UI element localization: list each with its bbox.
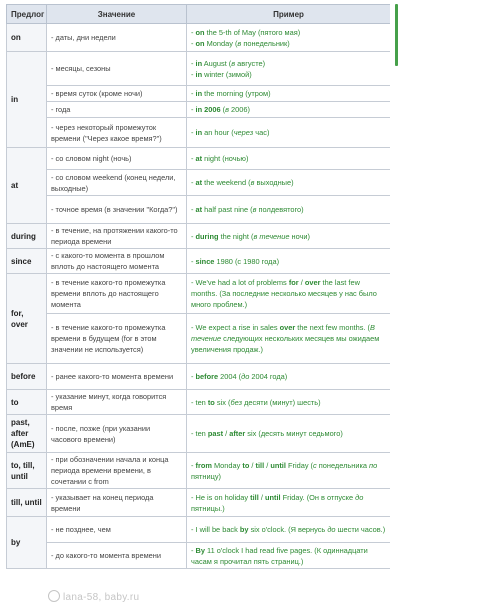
example-keyword: in — [195, 69, 203, 79]
example-text: six (десять минут седьмого) — [245, 429, 343, 438]
example-cell — [187, 224, 391, 249]
example-line — [191, 104, 386, 115]
example-text: понедельник) — [241, 38, 290, 48]
example-text: - — [191, 27, 196, 37]
table-row — [7, 390, 391, 415]
example-text: до — [241, 372, 250, 381]
table-row — [7, 489, 391, 517]
example-cell — [187, 148, 391, 170]
example-line — [191, 38, 386, 49]
table-row — [7, 86, 391, 102]
prepositions-table — [6, 4, 390, 569]
table-row — [7, 224, 391, 249]
example-cell — [187, 364, 391, 390]
watermark-icon — [48, 590, 60, 602]
example-text: / — [223, 429, 230, 438]
example-text: - — [191, 460, 196, 470]
example-text: выходные) — [254, 178, 294, 187]
example-keyword: to — [207, 397, 215, 407]
example-cell — [187, 274, 391, 314]
example-text: шести часов.) — [335, 525, 386, 534]
example-cell — [187, 86, 391, 102]
example-cell — [187, 543, 391, 569]
example-cell — [187, 196, 391, 224]
example-keyword: on — [195, 27, 205, 37]
scrollbar[interactable] — [395, 4, 398, 66]
example-text: в — [231, 58, 236, 68]
table-row — [7, 102, 391, 118]
example-text: the next few months. ( — [295, 323, 370, 332]
example-cell — [187, 314, 391, 364]
example-text: в течение — [253, 231, 290, 241]
meaning-cell: - с какого-то момента в прошлом вплоть до настоящего момента — [47, 249, 187, 274]
example-text: - — [191, 89, 196, 98]
table-row — [7, 543, 391, 569]
example-keyword: over — [304, 278, 321, 287]
example-line — [191, 256, 386, 267]
example-text: the night ( — [218, 231, 254, 241]
preposition-cell: at — [7, 148, 47, 224]
example-text: - — [191, 128, 196, 137]
example-text: десяти (минут) шесть) — [242, 397, 321, 407]
example-cell — [187, 170, 391, 196]
example-line — [191, 127, 386, 138]
meaning-cell: - со словом weekend (конец недели, выходные) — [47, 170, 187, 196]
example-line — [191, 322, 386, 355]
example-line — [191, 177, 386, 188]
example-keyword: by — [239, 525, 249, 534]
example-text: - — [191, 372, 196, 381]
meaning-cell: - в течение какого-то промежутка времени в будущем (for в этом значении не используется) — [47, 314, 187, 364]
preposition-cell: to — [7, 390, 47, 415]
example-cell — [187, 24, 391, 52]
example-text: - — [191, 154, 196, 163]
meaning-cell: - точное время (в значении "Когда?") — [47, 196, 187, 224]
table-row — [7, 24, 391, 52]
example-cell — [187, 453, 391, 489]
example-text: через — [233, 128, 254, 137]
example-cell — [187, 249, 391, 274]
example-text: понедельника — [316, 460, 370, 470]
example-cell — [187, 489, 391, 517]
meaning-cell: - указание минут, когда говорится время — [47, 390, 187, 415]
example-text: the last few months. (За последние несколько месяцев у нас было много проблем.) — [191, 278, 377, 309]
example-keyword: since — [195, 256, 215, 266]
meaning-cell: - не позднее, чем — [47, 517, 187, 543]
meaning-cell: - до какого-то момента времени — [47, 543, 187, 569]
example-text: В течение — [191, 323, 375, 343]
example-text: - — [191, 545, 196, 555]
example-line — [191, 545, 386, 567]
example-text: 2004 года) — [249, 372, 288, 381]
preposition-cell: during — [7, 224, 47, 249]
example-line — [191, 428, 386, 439]
example-text: августе) — [235, 58, 266, 68]
example-text: six o'clock. (Я вернусь — [248, 525, 328, 534]
example-text: с — [313, 460, 317, 470]
example-keyword: till — [250, 492, 259, 502]
meaning-cell: - через некоторый промежуток времени ("Через какое время?") — [47, 118, 187, 148]
example-cell — [187, 517, 391, 543]
meaning-cell: - в течение какого-то промежутка времени вплоть до настоящего момента — [47, 274, 187, 314]
watermark — [48, 590, 139, 603]
example-cell — [187, 118, 391, 148]
table-row — [7, 314, 391, 364]
example-text: в — [252, 205, 257, 214]
table-row — [7, 517, 391, 543]
example-text: - ten — [191, 429, 208, 438]
example-text: Monday — [211, 460, 243, 470]
preposition-cell: till, until — [7, 489, 47, 517]
example-keyword: on — [195, 38, 205, 48]
example-text: пятницу) — [191, 471, 221, 481]
example-line — [191, 492, 386, 514]
example-text: - — [191, 38, 196, 48]
preposition-cell: to, till, until — [7, 453, 47, 489]
example-keyword: By — [195, 545, 205, 555]
preposition-cell: in — [7, 52, 47, 148]
example-keyword: during — [195, 231, 219, 241]
example-text: 2004 ( — [218, 372, 242, 381]
example-line — [191, 88, 386, 99]
table-row — [7, 148, 391, 170]
example-keyword: past — [207, 429, 224, 438]
example-text: - We expect a rise in sales — [191, 323, 280, 332]
preposition-cell: by — [7, 517, 47, 569]
example-line — [191, 460, 386, 482]
example-keyword: to — [242, 460, 250, 470]
example-line — [191, 371, 386, 382]
example-line — [191, 204, 386, 215]
watermark-text: lana-58, baby.ru — [63, 592, 140, 603]
table-row — [7, 196, 391, 224]
example-line — [191, 524, 386, 535]
example-text: до — [327, 525, 336, 534]
example-text: the 5-th of May (пятого мая) — [204, 27, 301, 37]
meaning-cell: - даты, дни недели — [47, 24, 187, 52]
example-text: 1980 (с 1980 года) — [214, 256, 280, 266]
example-text: ( — [220, 105, 226, 114]
example-text: в — [237, 38, 242, 48]
example-keyword: in — [195, 58, 203, 68]
example-text: Friday ( — [285, 460, 314, 470]
example-line — [191, 27, 386, 38]
example-text: полдевятого) — [256, 205, 304, 214]
example-line — [191, 231, 386, 242]
example-cell — [187, 102, 391, 118]
example-keyword: in — [195, 128, 203, 137]
example-text: / — [258, 492, 265, 502]
example-text: / — [249, 460, 256, 470]
example-text: half past nine ( — [202, 205, 253, 214]
example-text: six ( — [214, 397, 231, 407]
example-cell — [187, 52, 391, 86]
example-text: следующих нескольких месяцев мы ожидаем увеличения продаж.) — [191, 334, 380, 354]
example-line — [191, 58, 386, 69]
meaning-cell: - время суток (кроме ночи) — [47, 86, 187, 102]
example-text: - He is on holiday — [191, 492, 251, 502]
example-text: winter (зимой) — [202, 69, 252, 79]
example-keyword: till — [255, 460, 265, 470]
meaning-cell: - указывает на конец периода времени — [47, 489, 187, 517]
example-keyword: in 2006 — [195, 105, 221, 114]
table-row — [7, 170, 391, 196]
example-text: - — [191, 105, 196, 114]
example-text: - We've had a lot of problems — [191, 278, 289, 287]
example-text: 2006) — [228, 105, 250, 114]
example-text: 11 o'clock I had read five pages. (К одиннадцати часам я прочитал пять страниц.) — [191, 545, 368, 566]
example-keyword: from — [195, 460, 212, 470]
example-text: в — [225, 105, 229, 114]
example-text: до — [355, 492, 364, 502]
example-keyword: at — [195, 154, 203, 163]
meaning-cell: - после, позже (при указании часового времени) — [47, 415, 187, 453]
example-text: ночи) — [289, 231, 310, 241]
example-text: в — [250, 178, 255, 187]
example-text: - — [191, 69, 196, 79]
example-text: - — [191, 256, 196, 266]
table-frame — [6, 4, 390, 612]
example-text: - I will be back — [191, 525, 240, 534]
example-keyword: over — [279, 323, 296, 332]
example-keyword: after — [229, 429, 246, 438]
table-row — [7, 364, 391, 390]
table-row — [7, 274, 391, 314]
example-keyword: before — [195, 372, 219, 381]
table-row — [7, 415, 391, 453]
example-text: / — [298, 278, 305, 287]
example-text: по — [369, 460, 378, 470]
meaning-cell: - месяцы, сезоны — [47, 52, 187, 86]
meaning-cell: - со словом night (ночь) — [47, 148, 187, 170]
example-text: night (ночью) — [202, 154, 249, 163]
example-text: the morning (утром) — [202, 89, 271, 98]
example-text: пятницы.) — [191, 503, 225, 513]
example-text: Friday. (Он в отпуске — [280, 492, 356, 502]
table-body — [7, 24, 391, 569]
preposition-cell: for, over — [7, 274, 47, 364]
example-text: - — [191, 178, 196, 187]
meaning-cell: - при обозначении начала и конца периода времени времени, в сочетании с from — [47, 453, 187, 489]
example-text: / — [264, 460, 271, 470]
example-text: без — [230, 397, 243, 407]
preposition-cell: before — [7, 364, 47, 390]
example-keyword: in — [195, 89, 203, 98]
example-keyword: until — [264, 492, 281, 502]
table-row — [7, 249, 391, 274]
example-text: час) — [253, 128, 270, 137]
meaning-cell: - в течение, на протяжении какого-то периода времени — [47, 224, 187, 249]
example-cell — [187, 390, 391, 415]
table-row — [7, 453, 391, 489]
example-cell — [187, 415, 391, 453]
example-keyword: at — [195, 178, 203, 187]
header-meaning: Значение — [47, 5, 187, 24]
example-text: - ten — [191, 397, 208, 407]
example-text: an hour ( — [202, 128, 234, 137]
example-line — [191, 69, 386, 80]
example-line — [191, 277, 386, 310]
example-text: the weekend ( — [202, 178, 251, 187]
example-text: - — [191, 231, 196, 241]
example-text: - — [191, 205, 196, 214]
header-row — [7, 5, 391, 24]
example-line — [191, 153, 386, 164]
meaning-cell: - ранее какого-то момента времени — [47, 364, 187, 390]
header-prep: Предлог — [7, 5, 47, 24]
table-row — [7, 52, 391, 86]
example-keyword: at — [195, 205, 203, 214]
example-line — [191, 397, 386, 408]
example-text: August ( — [202, 58, 232, 68]
header-example: Пример — [187, 5, 391, 24]
table-row — [7, 118, 391, 148]
example-text: - — [191, 58, 196, 68]
example-keyword: for — [288, 278, 299, 287]
preposition-cell: past, after (AmE) — [7, 415, 47, 453]
meaning-cell: - года — [47, 102, 187, 118]
example-keyword: until — [270, 460, 286, 470]
example-text: Monday ( — [204, 38, 238, 48]
preposition-cell: since — [7, 249, 47, 274]
preposition-cell: on — [7, 24, 47, 52]
